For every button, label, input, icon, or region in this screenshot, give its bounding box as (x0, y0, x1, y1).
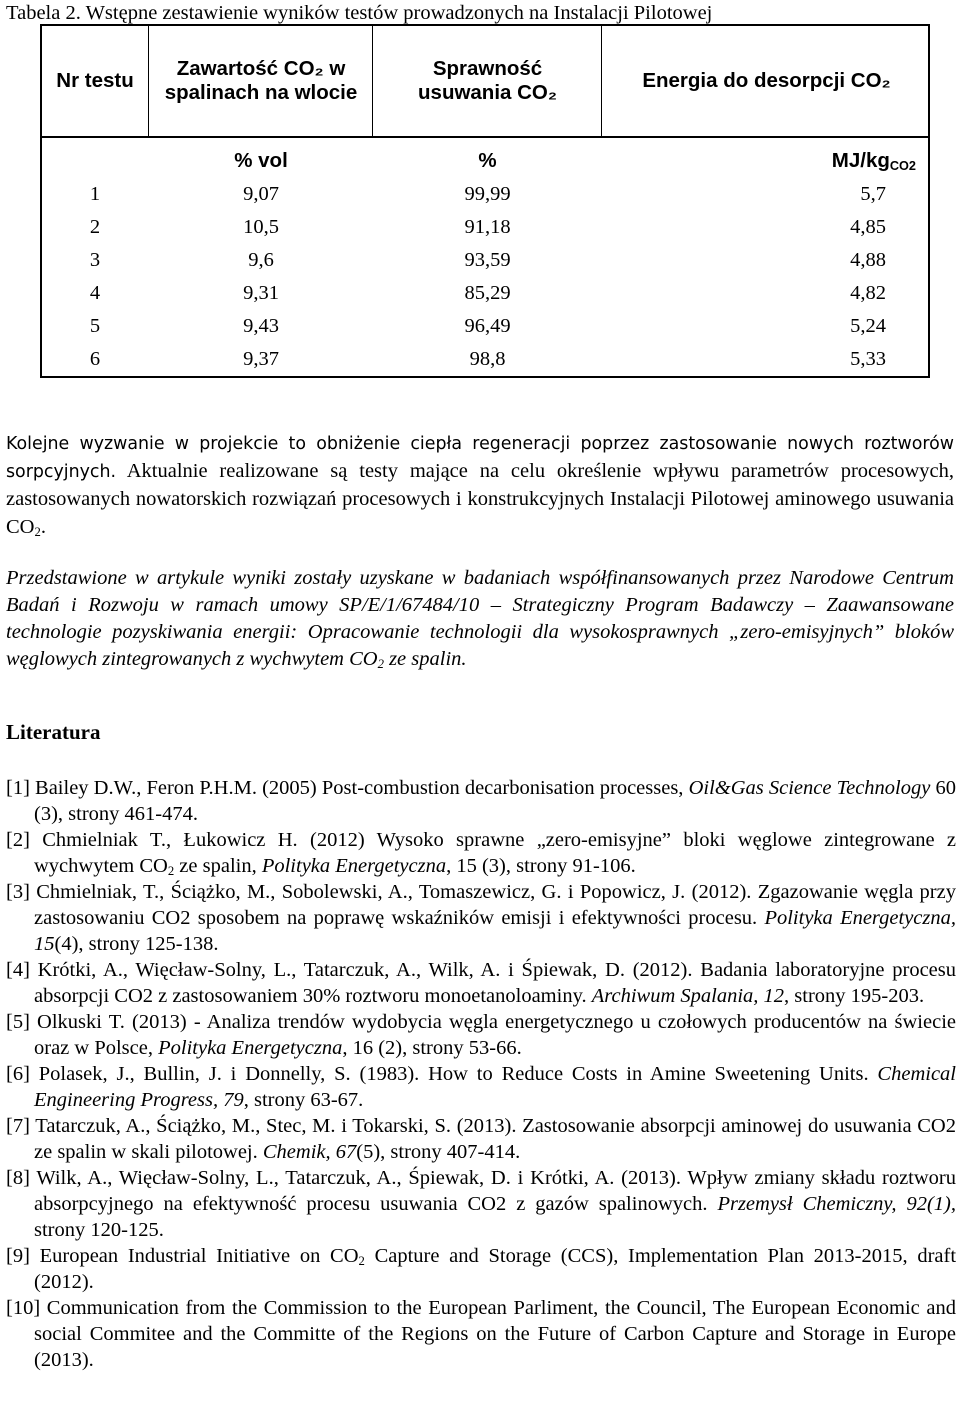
row-removal-efficiency: 91,18 (464, 216, 511, 238)
reference-text: [5] Olkuski T. (2013) - Analiza trendów wydobycia węgla energetycznego u czołowych producentów na świecie oraz w Polsce, (6, 1011, 956, 1059)
row-co2-content: 9,07 (243, 183, 279, 205)
reference-journal: Polityka Energetyczna, 15 (34, 907, 956, 955)
row-co2-content: 9,37 (243, 348, 279, 370)
paragraph-challenge (6, 431, 954, 542)
reference-text: [7] Tatarczuk, A., Ściążko, M., Stec, M. i Tokarski, S. (2013). Zastosowanie absorpcji aminowej do usuwania CO2 ze spalin w skali pilotowej. (6, 1115, 956, 1163)
co2-subscript: 2 (34, 525, 41, 540)
co2-subscript: 2 (167, 864, 175, 879)
literature-heading: Literatura (6, 720, 101, 744)
unit-percent: % (478, 149, 497, 172)
co2-subscript: 2 (377, 657, 384, 672)
row-removal-efficiency: 93,59 (464, 249, 511, 271)
reference-text: [10] Communication from the Commission to the European Parliment, the Council, The European Economic and social Commitee and the Committe of the Regions on the Future of Carbon Capture and Storage in Europe (2013). (6, 1297, 956, 1371)
reference-text: [1] Bailey D.W., Feron P.H.M. (2005) Post-combustion decarbonisation processes, (6, 777, 689, 799)
row-test-number: 4 (89, 282, 101, 304)
reference-text: , 15 (3), strony 91-106. (446, 855, 636, 877)
reference-text: Capture and Storage (CCS), Implementation Plan 2013-2015, draft (2012). (34, 1245, 957, 1293)
row-removal-efficiency: 98,8 (469, 348, 506, 370)
reference-item (6, 1061, 956, 1113)
table-divider (372, 26, 373, 138)
reference-text: strony 120-125. (34, 1219, 164, 1241)
reference-item (6, 1295, 956, 1373)
table-header-rule (42, 136, 928, 138)
unit-mj-kg-sub: CO2 (889, 158, 916, 174)
row-desorption-energy: 4,82 (850, 282, 886, 304)
row-co2-content: 10,5 (243, 216, 279, 238)
row-test-number: 2 (89, 216, 101, 238)
reference-text: [3] Chmielniak, T., Ściążko, M., Sobolewski, A., Tomaszewicz, G. i Popowicz, J. (2012). Zgazowanie węgla przy zastosowaniu CO2 sposobem na poprawę wskaźników emisji i efektywności procesu. (6, 881, 956, 929)
unit-mj-kg-text: MJ/kg (831, 149, 890, 172)
reference-item (6, 827, 956, 879)
reference-journal: Polityka Energetyczna (261, 855, 447, 877)
reference-journal: Polityka Energetyczna (158, 1037, 343, 1059)
row-desorption-energy: 5,7 (860, 183, 886, 205)
co2-subscript: 2 (358, 1254, 365, 1269)
reference-item (6, 879, 956, 957)
reference-item (6, 1165, 956, 1243)
row-test-number: 3 (89, 249, 101, 271)
paragraph-challenge-part2 (6, 460, 954, 538)
header-removal-efficiency: Sprawność usuwania CO₂ (418, 57, 557, 104)
paragraph-funding-end: ze spalin. (383, 648, 467, 670)
paragraph-funding (6, 565, 954, 673)
row-desorption-energy: 5,33 (850, 348, 886, 370)
row-removal-efficiency: 96,49 (464, 315, 511, 337)
reference-item (6, 957, 956, 1009)
paragraph-challenge-end: . (40, 516, 46, 538)
reference-text: [4] Krótki, A., Więcław-Solny, L., Tatarczuk, A., Wilk, A. i Śpiewak, D. (2012). Badania laboratoryjne procesu absorpcji CO2 z zastosowaniem 30% roztworu monoetanoloaminy. (6, 959, 956, 1007)
table-divider (601, 26, 602, 138)
row-desorption-energy: 4,88 (850, 249, 886, 271)
reference-journal: Przemysł Chemiczny, 92(1), (717, 1193, 957, 1215)
paragraph-funding-text: Przedstawione w artykule wyniki zostały uzyskane w badaniach współfinansowanych przez Narodowe Centrum Badań i Rozwoju w ramach umowy SP/E/1/67484/10 – Strategiczny Program Badawczy – Zaawansowane technologie pozyskiwania energii: Opracowanie technologii dla wysokosprawnych „zero-emisyjnych” bloków węglowych zintegrowanych z wychwytem CO (6, 567, 954, 670)
reference-text: , 16 (2), strony 53-66. (342, 1037, 522, 1059)
header-co2-content: Zawartość CO₂ w spalinach na wlocie (164, 57, 358, 104)
row-test-number: 6 (89, 348, 101, 370)
reference-journal: Chemik, 67 (262, 1141, 357, 1163)
reference-list (6, 775, 956, 1373)
row-co2-content: 9,31 (243, 282, 279, 304)
reference-item (6, 1113, 956, 1165)
reference-journal: Oil&Gas Science Technology (688, 777, 931, 799)
header-desorption-energy: Energia do desorpcji CO₂ (642, 69, 891, 92)
paragraph-challenge-text: Aktualnie realizowane są testy mające na celu określenie wpływu parametrów procesowych, zastosowanych nowatorskich rozwiązań procesowych i konstrukcyjnych Instalacji Pilotowej aminowego usuwania CO (6, 460, 954, 538)
reference-text: [6] Polasek, J., Bullin, J. i Donnelly, S. (1983). How to Reduce Costs in Amine Sweetening Units. (6, 1063, 878, 1085)
reference-text: 60 (3), strony 461-474. (34, 777, 956, 825)
table-caption: Tabela 2. Wstępne zestawienie wyników testów prowadzonych na Instalacji Pilotowej (6, 2, 713, 24)
row-co2-content: 9,6 (248, 249, 274, 271)
unit-vol: % vol (234, 149, 288, 172)
results-table (40, 24, 930, 378)
reference-text: , strony 195-203. (784, 985, 925, 1007)
row-removal-efficiency: 85,29 (464, 282, 511, 304)
row-co2-content: 9,43 (243, 315, 279, 337)
reference-item (6, 775, 956, 827)
header-nr-testu: Nr testu (56, 69, 134, 92)
reference-text: [2] Chmielniak T., Łukowicz H. (2012) Wysoko sprawne „zero-emisyjne” bloki węglowe zintegrowane z wychwytem CO (6, 829, 956, 877)
reference-text: [8] Wilk, A., Więcław-Solny, L., Tatarczuk, A., Śpiewak, D. i Krótki, A. (2013). Wpływ zmiany składu roztworu absorpcyjnego na efektywność procesu usuwania CO2 z gazów spalinowych. (6, 1167, 956, 1215)
paragraph-challenge-part1: Kolejne wyzwanie w projekcie to obniżenie ciepła regeneracji poprzez zastosowanie nowych roztworów sorpcyjnych. (6, 434, 954, 482)
row-test-number: 5 (89, 315, 101, 337)
reference-text: [9] European Industrial Initiative on CO (6, 1245, 359, 1267)
reference-journal: Chemical Engineering Progress, 79 (34, 1063, 956, 1111)
reference-item (6, 1243, 956, 1295)
unit-mj-kg (603, 148, 928, 173)
reference-journal: Archiwum Spalania, 12 (591, 985, 785, 1007)
reference-text: , strony 63-67. (243, 1089, 364, 1111)
row-desorption-energy: 4,85 (850, 216, 886, 238)
row-test-number: 1 (89, 183, 101, 205)
row-desorption-energy: 5,24 (850, 315, 886, 337)
reference-item (6, 1009, 956, 1061)
reference-text: ze spalin, (174, 855, 262, 877)
reference-text: (4), strony 125-138. (54, 933, 219, 955)
reference-text: (5), strony 407-414. (356, 1141, 521, 1163)
row-removal-efficiency: 99,99 (464, 183, 511, 205)
table-divider (148, 26, 149, 138)
